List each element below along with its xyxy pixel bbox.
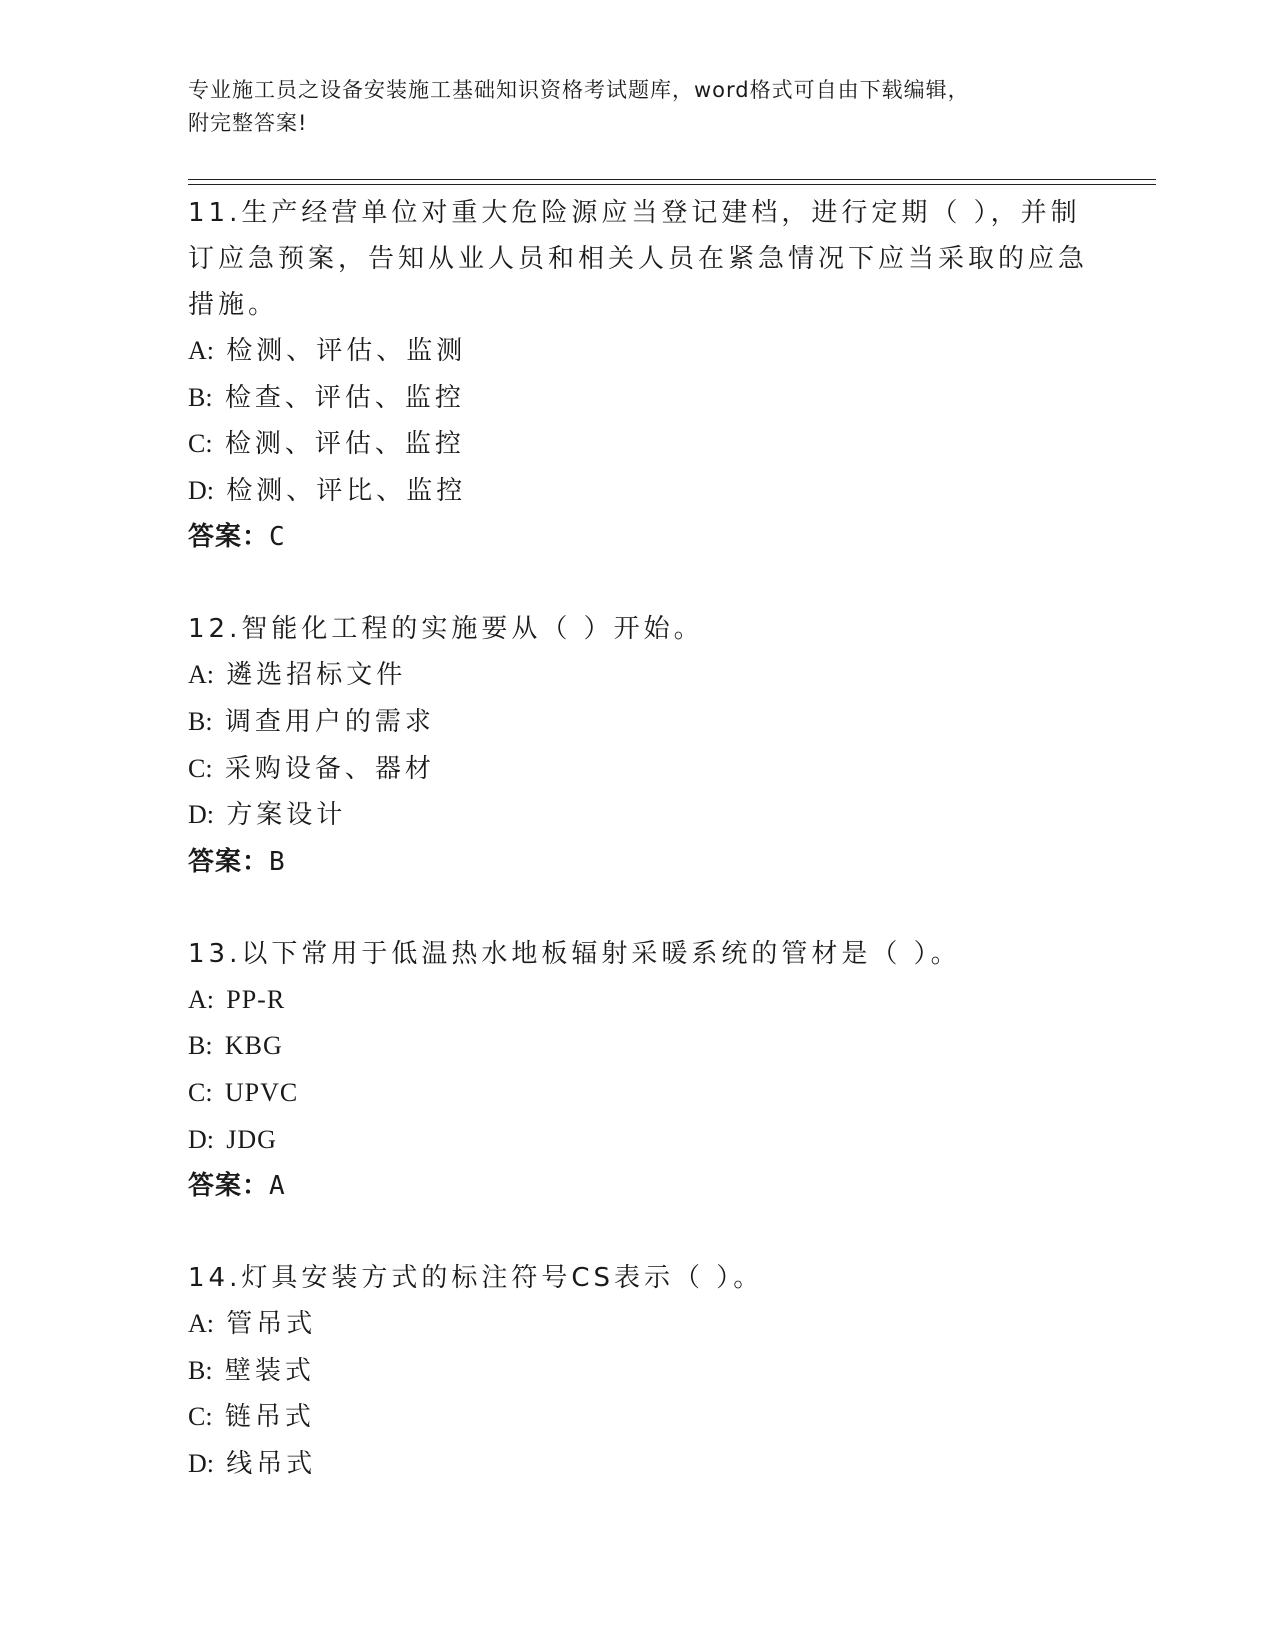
option-c (188, 746, 1088, 793)
option-text: 检查、评估、监控 (224, 382, 465, 413)
option-letter: A: (188, 660, 214, 690)
option-text: 方案设计 (226, 800, 347, 831)
option-letter: B: (188, 382, 213, 412)
option-text: 采购设备、器材 (224, 753, 435, 784)
option-c (188, 421, 1088, 468)
option-letter: B: (188, 1355, 213, 1385)
option-letter: B: (188, 1031, 213, 1061)
answer-line (188, 839, 1088, 885)
option-text: KBG (224, 1031, 283, 1061)
option-d (188, 1117, 1088, 1164)
option-letter: D: (188, 1448, 214, 1478)
option-text: 管吊式 (226, 1309, 317, 1340)
question-stem-line: 11.生产经营单位对重大危险源应当登记建档，进行定期（ ），并制 (188, 198, 1081, 228)
option-letter: C: (188, 429, 213, 459)
option-letter: C: (188, 753, 213, 783)
option-letter: C: (188, 1402, 213, 1432)
option-b (188, 1023, 1088, 1070)
option-a (188, 652, 1088, 699)
answer-label: 答案： (188, 1171, 270, 1202)
option-b (188, 375, 1088, 422)
answer-value: C (269, 522, 286, 553)
option-a (188, 1301, 1088, 1348)
question-stem: 12.智能化工程的实施要从（ ）开始。 (188, 614, 704, 645)
option-text: JDG (226, 1124, 277, 1154)
option-b (188, 699, 1088, 746)
header-divider-bottom (188, 184, 1156, 185)
option-text: 链吊式 (224, 1402, 315, 1433)
option-b (188, 1348, 1088, 1395)
answer-value: A (269, 1171, 286, 1202)
option-a (188, 328, 1088, 375)
option-d (188, 1441, 1088, 1488)
question-11 (188, 190, 1088, 560)
question-stem (188, 190, 1088, 328)
header-line-2: 附完整答案! (188, 111, 308, 135)
question-13 (188, 931, 1088, 1209)
option-text: 遴选招标文件 (226, 660, 407, 691)
header-line-1: 专业施工员之设备安装施工基础知识资格考试题库，word格式可自由下载编辑， (188, 78, 970, 102)
question-stem-line: 订应急预案，告知从业人员和相关人员在紧急情况下应当采取的应急 (188, 244, 1089, 274)
option-letter: A: (188, 336, 214, 365)
answer-value: B (269, 846, 286, 877)
question-stem-line: 措施。 (188, 290, 279, 320)
question-12 (188, 606, 1088, 884)
option-text: 检测、评估、监测 (226, 336, 467, 366)
option-letter: D: (188, 475, 214, 505)
option-a (188, 977, 1088, 1024)
option-c (188, 1070, 1088, 1117)
option-d (188, 792, 1088, 839)
option-text: 调查用户的需求 (224, 706, 435, 737)
option-letter: B: (188, 706, 213, 736)
option-text: 壁装式 (224, 1355, 315, 1386)
question-stem: 14.灯具安装方式的标注符号CS表示（ ）。 (188, 1263, 764, 1294)
question-14 (188, 1255, 1088, 1487)
answer-line (188, 514, 1088, 560)
option-letter: D: (188, 1124, 214, 1154)
answer-label: 答案： (188, 522, 270, 553)
option-text: 线吊式 (226, 1448, 317, 1479)
question-stem: 13.以下常用于低温热水地板辐射采暖系统的管材是（ ）。 (188, 938, 961, 969)
answer-label: 答案： (188, 846, 270, 877)
answer-line (188, 1163, 1088, 1209)
option-letter: C: (188, 1077, 213, 1107)
option-d (188, 468, 1088, 515)
option-letter: D: (188, 800, 214, 830)
question-list (188, 190, 1088, 1488)
option-letter: A: (188, 1309, 214, 1339)
header-divider-top (188, 179, 1156, 180)
option-text: 检测、评比、监控 (226, 475, 467, 506)
option-text: 检测、评估、监控 (224, 429, 465, 460)
document-header (188, 74, 1068, 140)
option-c (188, 1394, 1088, 1441)
option-letter: A: (188, 984, 214, 1014)
option-text: UPVC (224, 1077, 299, 1107)
option-text: PP-R (226, 984, 286, 1014)
